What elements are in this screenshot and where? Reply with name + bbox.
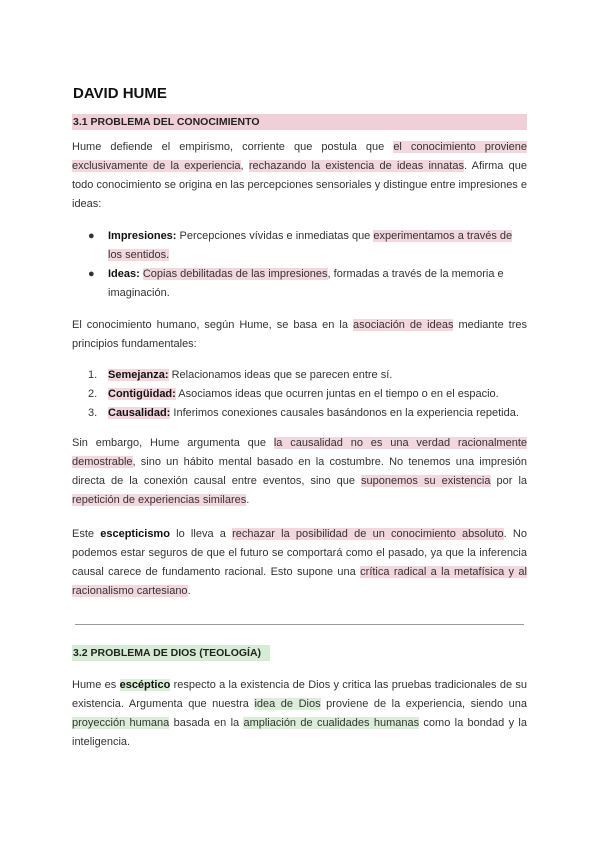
bullet-icon: ● bbox=[88, 268, 95, 280]
highlight: rechazar la posibilidad de un conocimiento absoluto bbox=[232, 528, 504, 540]
text: lo lleva a bbox=[169, 528, 233, 540]
bullet-icon: ● bbox=[88, 230, 95, 242]
text: Hume defiende el empirismo, corriente que postula que bbox=[72, 141, 394, 153]
text: por la bbox=[490, 475, 528, 487]
term: Impresiones: bbox=[108, 230, 177, 242]
list-item bbox=[72, 265, 527, 303]
highlight: rechazando la existencia de ideas innatas bbox=[248, 160, 464, 172]
highlight: el conocimiento proviene exclusivamente de la experiencia bbox=[72, 141, 527, 172]
text: como la bondad y la inteligencia. bbox=[72, 717, 527, 748]
highlight: suponemos su existencia bbox=[361, 475, 491, 487]
section-heading-dios: 3.2 PROBLEMA DE DIOS (TEOLOGÍA) bbox=[72, 645, 270, 661]
text: Asociamos ideas que ocurren juntas en el tiempo o en el espacio. bbox=[175, 388, 499, 400]
section-divider bbox=[75, 624, 524, 625]
term: Causalidad: bbox=[108, 407, 171, 419]
text: basada en la bbox=[169, 717, 244, 729]
text: respecto a la existencia de Dios y critica las pruebas tradicionales de su existencia. Argumenta que nuestra bbox=[72, 679, 527, 710]
term: Ideas: bbox=[108, 268, 140, 280]
list-item bbox=[72, 366, 527, 385]
bold-term: escéptico bbox=[119, 679, 171, 691]
term: Semejanza: bbox=[108, 369, 169, 381]
text: Relacionamos ideas que se parecen entre sí. bbox=[168, 369, 393, 381]
text: Sin embargo, Hume argumenta que bbox=[72, 437, 274, 449]
number: 3. bbox=[88, 407, 98, 419]
highlight: idea de Dios bbox=[254, 698, 321, 710]
document-title: DAVID HUME bbox=[73, 85, 167, 102]
paragraph-escepticismo bbox=[72, 525, 527, 601]
text: El conocimiento humano, según Hume, se basa en la bbox=[72, 319, 353, 331]
text: . Afirma que todo conocimiento se origina en las percepciones sensoriales y distingue entre impresiones e ideas: bbox=[72, 160, 527, 210]
highlight: crítica radical a la metafísica y al racionalismo cartesiano bbox=[72, 566, 527, 597]
text: Inferimos conexiones causales basándonos en la experiencia repetida. bbox=[170, 407, 519, 419]
text: , bbox=[240, 160, 249, 172]
text: . No podemos estar seguros de que el futuro se comportará como el pasado, ya que la inferencia causal carece de fundamento racional. Esto supone una bbox=[72, 528, 527, 578]
highlight: ampliación de cualidades humanas bbox=[243, 717, 420, 729]
highlight: asociación de ideas bbox=[352, 319, 454, 331]
number: 1. bbox=[88, 369, 98, 381]
paragraph-empirismo bbox=[72, 138, 527, 214]
highlight: Copias debilitadas de las impresiones bbox=[142, 268, 328, 280]
highlight: experimentamos a través de los sentidos. bbox=[108, 230, 513, 261]
highlight: repetición de experiencias similares bbox=[72, 494, 247, 506]
highlight: la causalidad no es una verdad racionalmente demostrable bbox=[72, 437, 527, 468]
list-item bbox=[72, 404, 527, 423]
paragraph-asociacion bbox=[72, 316, 527, 354]
list-item bbox=[72, 385, 527, 404]
text: mediante tres principios fundamentales: bbox=[72, 319, 528, 350]
numbered-list bbox=[72, 366, 527, 423]
text: Este bbox=[72, 528, 101, 540]
bold-term: escepticismo bbox=[100, 528, 170, 540]
text: proviene de la experiencia, siendo una bbox=[320, 698, 527, 710]
text: . bbox=[187, 585, 191, 597]
text: Hume es bbox=[72, 679, 120, 691]
text: Percepciones vívidas e inmediatas que bbox=[176, 230, 374, 242]
text: , sino un hábito mental basado en la costumbre. No tenemos una impresión directa de la conexión causal entre eventos, sino que bbox=[72, 456, 527, 487]
term: Contigüidad: bbox=[108, 388, 176, 400]
number: 2. bbox=[88, 388, 98, 400]
paragraph-causalidad bbox=[72, 434, 527, 510]
text: . bbox=[246, 494, 250, 506]
paragraph-dios bbox=[72, 676, 527, 752]
text: , formadas a través de la memoria e imaginación. bbox=[108, 268, 504, 299]
list-item bbox=[72, 227, 527, 265]
section-heading-conocimiento: 3.1 PROBLEMA DEL CONOCIMIENTO bbox=[72, 114, 527, 130]
highlight: proyección humana bbox=[72, 717, 170, 729]
bullet-list bbox=[72, 227, 527, 303]
